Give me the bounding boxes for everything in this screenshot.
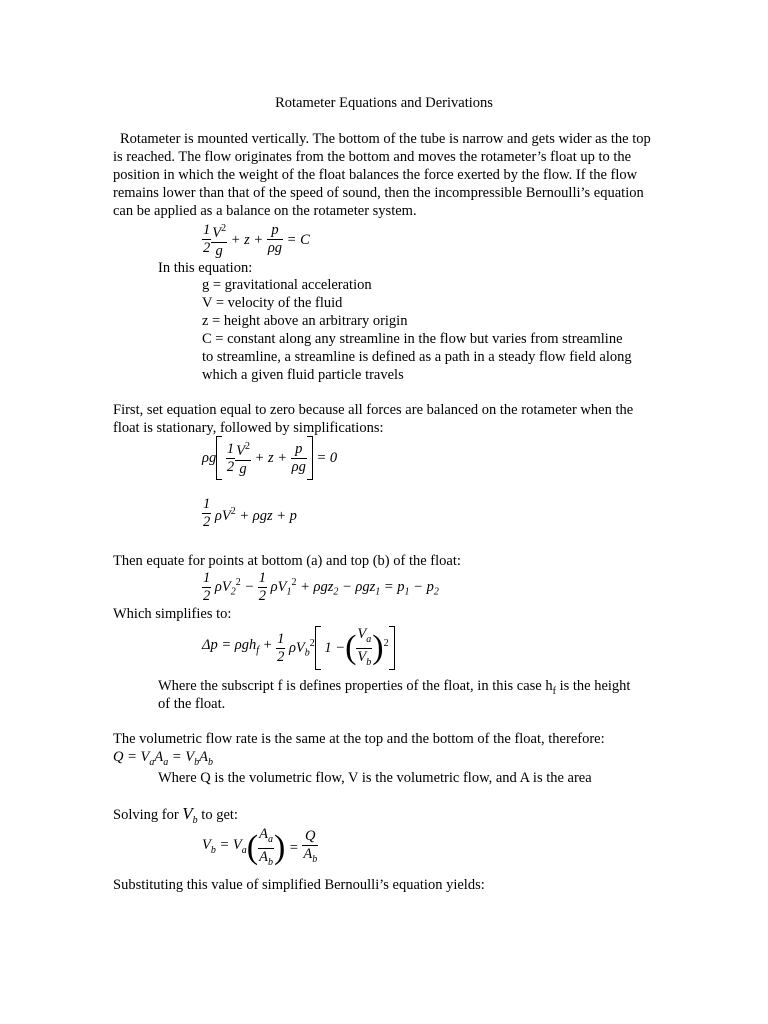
page-title: Rotameter Equations and Derivations xyxy=(275,95,493,111)
definition-c-line1: C = constant along any streamline in the flow but varies from streamline xyxy=(202,331,623,347)
simplified-expression: $\frac{1}{2}$ $\rho V^2 + \rho gz + p$ xyxy=(203,496,297,530)
delta-p-equation: Δp = ρgh$_f$ + $\frac{1}{2}$ $\rho V_b^2$ 1 −( $\frac{V_a}{V_b}$ )$^2$ xyxy=(202,626,395,671)
points-equation: $\frac{1}{2}$ $\rho V_2^2$ − $\frac{1}{2}$ $\rho V_1^2 + \rho gz_2 - \rho gz_1 = p_1 - p_2$ xyxy=(203,570,439,604)
substituting-paragraph: Substituting this value of simplified Bernoulli’s equation yields: xyxy=(113,877,485,893)
volumetric-paragraph: The volumetric flow rate is the same at the top and the bottom of the float, therefore: xyxy=(113,731,605,747)
intro-paragraph: Rotameter is mounted vertically. The bottom of the tube is narrow and gets wider as the top is reached. The flow originates from the bottom and moves the rotameter’s float up to the position in which the weight of the float balances the force exerted by the flow. If the flow remains lower than that of the speed of sound, then the incompressible Bernoulli’s equation can be applied as a balance on the rotameter system. xyxy=(113,131,651,219)
first-paragraph: First, set equation equal to zero because all forces are balanced on the rotameter when the float is stationary, followed by simplifications: xyxy=(113,402,634,436)
subscript-note-line2: of the float. xyxy=(158,696,226,712)
bernoulli-equation: $\frac{1}{2}$ $\frac{V^2}{g}$ + z + $\frac{p}{\rho g}$ = C xyxy=(202,220,310,260)
subscript-note-line1: Where the subscript f is defines properties of the float, in this case $h_f$ is the height xyxy=(158,678,631,697)
in-equation-label: In this equation: xyxy=(158,260,253,276)
where-q-note: Where Q is the volumetric flow, V is the volumetric flow, and A is the area xyxy=(158,770,592,786)
continuity-equation: $Q = V_aA_a = V_bA_b$ xyxy=(113,749,213,768)
definition-c-line2: to streamline, a streamline is defined as a path in a steady flow field along xyxy=(202,349,632,365)
solving-line: Solving for $V_b$ to get: xyxy=(113,804,238,826)
balance-equation: ρg $\frac{1}{2}$ $\frac{V^2}{g}$ + z + $\frac{p}{\rho g}$ = 0 xyxy=(202,436,337,480)
definition-c-line3: which a given fluid particle travels xyxy=(202,367,404,383)
definition-z: z = height above an arbitrary origin xyxy=(202,313,408,329)
equate-paragraph: Then equate for points at bottom (a) and top (b) of the float: xyxy=(113,553,461,569)
definition-v: V = velocity of the fluid xyxy=(202,295,343,311)
simplifies-paragraph: Which simplifies to: xyxy=(113,606,232,622)
definition-g: g = gravitational acceleration xyxy=(202,277,372,293)
vb-equation: $V_b = V_a$( $\frac{A_a}{A_b}$ ) = $\frac{Q}{A_b}$ xyxy=(202,826,318,868)
